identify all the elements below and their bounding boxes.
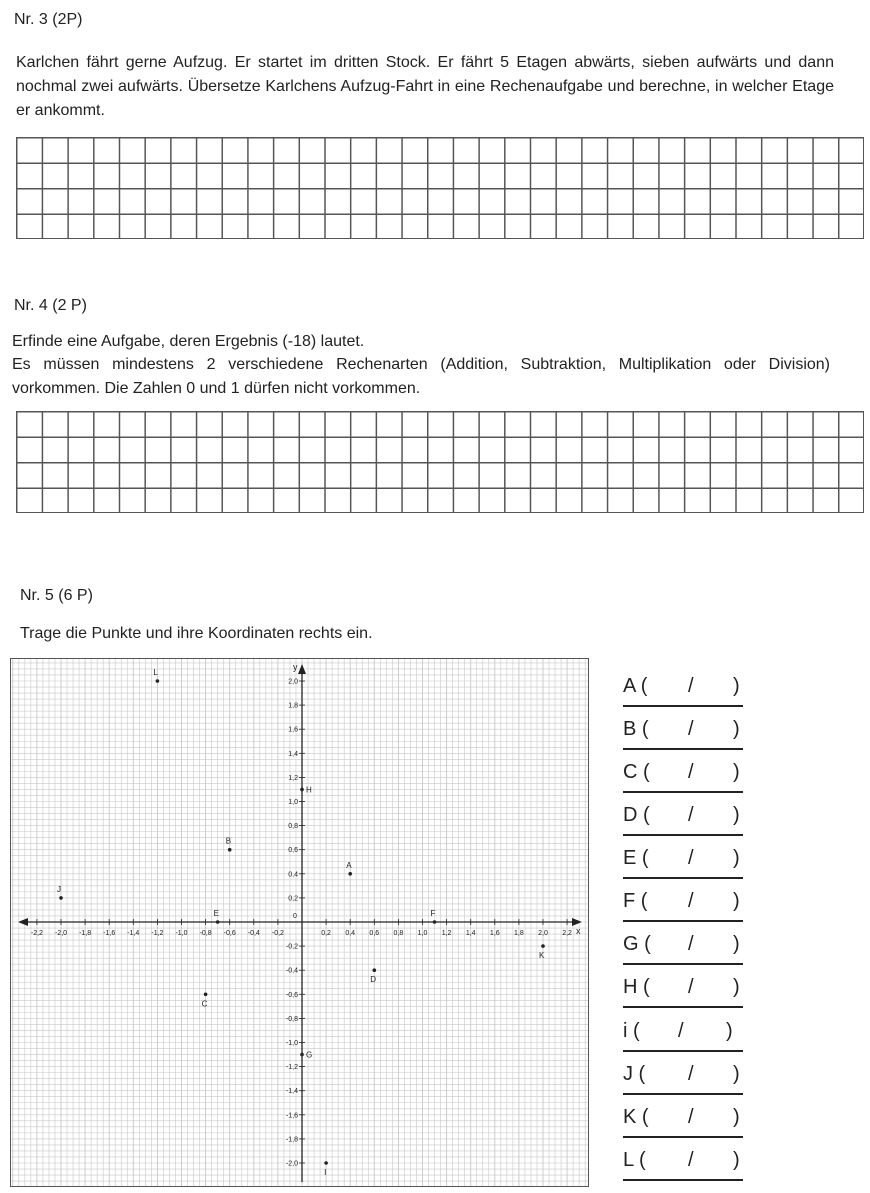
answer-slash: /: [688, 976, 694, 998]
point-c: [204, 993, 208, 997]
answer-line[interactable]: [623, 757, 743, 793]
answer-close: ): [733, 718, 740, 740]
answer-close: ): [733, 1063, 740, 1085]
task5-title: Nr. 5 (6 P): [20, 587, 93, 604]
y-axis-label: y: [293, 662, 298, 672]
y-tick-label: -1,2: [285, 1064, 298, 1072]
answer-slash: /: [688, 761, 694, 783]
point-label-e: E: [213, 909, 219, 918]
point-label-k: K: [539, 951, 545, 961]
answer-point-label: F (: [623, 890, 648, 912]
x-axis-arrow-left: [18, 918, 28, 926]
x-tick-label: 1,2: [441, 930, 452, 937]
answer-line[interactable]: [623, 929, 743, 965]
point-d: [373, 968, 377, 972]
x-tick-label: 2,2: [562, 930, 572, 937]
answer-close: ): [733, 1106, 740, 1128]
answer-line[interactable]: [623, 714, 743, 750]
task4-title: Nr. 4 (2 P): [14, 297, 87, 314]
answer-close: ): [733, 976, 740, 998]
point-label-l: L: [153, 668, 158, 677]
x-tick-label: 0,6: [369, 930, 380, 937]
task4-line1: Erfinde eine Aufgabe, deren Ergebnis (-18) lautet.: [12, 333, 365, 350]
y-tick-label: -0,8: [285, 1015, 298, 1023]
x-tick-label: -1,4: [127, 930, 140, 937]
point-l: [156, 679, 160, 683]
y-tick-label: 0,4: [288, 871, 298, 879]
answer-slash: /: [688, 933, 694, 955]
answer-point-label: E (: [623, 847, 649, 869]
point-label-b: B: [225, 836, 232, 846]
x-axis-label: x: [576, 926, 581, 936]
answer-close: ): [733, 890, 740, 912]
answer-close: ): [733, 804, 740, 826]
answer-slash: /: [688, 804, 694, 826]
answer-line[interactable]: [623, 800, 743, 836]
x-tick-label: 0,4: [345, 930, 356, 937]
y-tick-label: 0,2: [288, 895, 298, 903]
x-tick-label: -2,0: [54, 930, 68, 937]
answer-slash: /: [688, 675, 694, 697]
answer-slash: /: [688, 890, 694, 912]
y-tick-label: 2,0: [288, 678, 298, 686]
x-tick-label: 0,2: [321, 930, 331, 937]
point-e: [216, 920, 220, 924]
answer-point-label: D (: [623, 804, 650, 826]
x-tick-label: 1,6: [489, 930, 500, 937]
origin-label: 0: [293, 913, 297, 920]
answer-close: ): [733, 933, 740, 955]
task3-answer-grid[interactable]: [16, 137, 864, 239]
point-j: [59, 896, 63, 900]
answer-line[interactable]: [623, 1102, 743, 1138]
y-tick-label: -0,6: [285, 991, 298, 999]
point-label-c: C: [201, 999, 208, 1009]
x-tick-label: -1,6: [103, 930, 116, 937]
answer-line[interactable]: [623, 671, 743, 707]
point-b: [228, 848, 232, 852]
answer-point-label: G (: [623, 933, 651, 955]
answer-point-label: L (: [623, 1149, 646, 1171]
point-g: [300, 1053, 304, 1057]
y-tick-label: 1,6: [288, 726, 298, 734]
answer-slash: /: [678, 1020, 684, 1042]
x-tick-label: -1,2: [151, 930, 164, 937]
task4-answer-grid[interactable]: [16, 411, 864, 513]
answer-close: ): [733, 1149, 740, 1171]
point-label-a: A: [346, 860, 352, 870]
point-label-d: D: [370, 975, 377, 985]
answer-point-label: K (: [623, 1106, 649, 1128]
answer-slash: /: [688, 1149, 694, 1171]
answer-close: ): [733, 847, 740, 869]
x-tick-label: -0,8: [199, 930, 212, 937]
x-tick-label: -2,2: [30, 930, 43, 937]
y-tick-label: 1,4: [288, 750, 298, 758]
tick-labels: [31, 662, 581, 1168]
answer-point-label: C (: [623, 761, 650, 783]
answer-slash: /: [688, 1063, 694, 1085]
answer-line[interactable]: [623, 1145, 743, 1181]
point-f: [433, 920, 437, 924]
x-tick-label: -1,8: [79, 930, 92, 937]
answer-line[interactable]: [623, 972, 743, 1008]
answer-line[interactable]: [623, 843, 743, 879]
point-label-i: I: [324, 1168, 327, 1177]
answer-line[interactable]: [623, 886, 743, 922]
x-tick-label: -0,6: [223, 930, 236, 937]
point-label-g: G: [306, 1050, 313, 1060]
coordinate-system-chart: [10, 658, 590, 1188]
x-tick-label: -0,4: [247, 930, 260, 937]
answer-point-label: i (: [623, 1020, 640, 1042]
answer-point-label: J (: [623, 1063, 646, 1085]
y-tick-label: 0,8: [288, 823, 298, 831]
answer-line[interactable]: [623, 1059, 743, 1095]
answer-line[interactable]: [623, 1016, 743, 1052]
task3-text: Karlchen fährt gerne Aufzug. Er startet im dritten Stock. Er fährt 5 Etagen abwärts, sieben aufwärts und dann nochmal zwei aufwärts. Übersetze Karlchens Aufzug-Fahrt in eine Rechenaufgabe und berechne, in welcher Etage er ankommt.: [16, 54, 834, 119]
x-tick-label: 1,8: [514, 930, 524, 937]
point-h: [300, 788, 304, 792]
y-tick-label: -0,2: [285, 943, 298, 951]
y-tick-label: 0,6: [288, 847, 298, 855]
task5-text: Trage die Punkte und ihre Koordinaten rechts ein.: [20, 625, 373, 642]
y-tick-label: -2,0: [285, 1160, 298, 1168]
answer-slash: /: [688, 847, 694, 869]
y-tick-label: 1,8: [288, 702, 298, 710]
y-tick-label: 1,2: [288, 774, 298, 782]
point-label-h: H: [306, 785, 312, 795]
task4-text: Es müssen mindestens 2 verschiedene Rechenarten (Addition, Subtraktion, Multiplikation oder Division) vorkommen. Die Zahlen 0 und 1 dürfen nicht vorkommen.: [12, 356, 830, 397]
y-tick-label: -1,6: [285, 1112, 298, 1120]
x-tick-label: -0,2: [271, 930, 284, 937]
task3-title: Nr. 3 (2P): [14, 11, 83, 28]
y-tick-label: -0,4: [285, 967, 298, 975]
answer-slash: /: [688, 1106, 694, 1128]
answer-slash: /: [688, 718, 694, 740]
point-label-f: F: [430, 909, 436, 918]
y-tick-label: -1,0: [285, 1040, 298, 1047]
axes: [18, 664, 582, 1182]
answer-close: ): [726, 1020, 733, 1042]
answer-point-label: A (: [623, 675, 648, 697]
answer-point-label: H (: [623, 976, 650, 998]
y-tick-label: -1,8: [285, 1136, 298, 1144]
point-a: [348, 872, 352, 876]
x-tick-label: -1,0: [175, 930, 188, 937]
x-tick-label: 0,8: [393, 930, 404, 937]
point-label-j: J: [57, 884, 61, 894]
x-axis-arrow: [572, 918, 582, 926]
x-tick-label: 1,0: [417, 930, 428, 937]
point-k: [541, 944, 545, 948]
point-i: [324, 1161, 328, 1165]
x-tick-label: 2,0: [538, 930, 548, 937]
answer-close: ): [733, 675, 740, 697]
y-tick-label: 1,0: [288, 799, 298, 806]
answer-point-label: B (: [623, 718, 649, 740]
x-tick-label: 1,4: [465, 930, 476, 937]
answer-close: ): [733, 761, 740, 783]
y-tick-label: -1,4: [285, 1088, 298, 1096]
